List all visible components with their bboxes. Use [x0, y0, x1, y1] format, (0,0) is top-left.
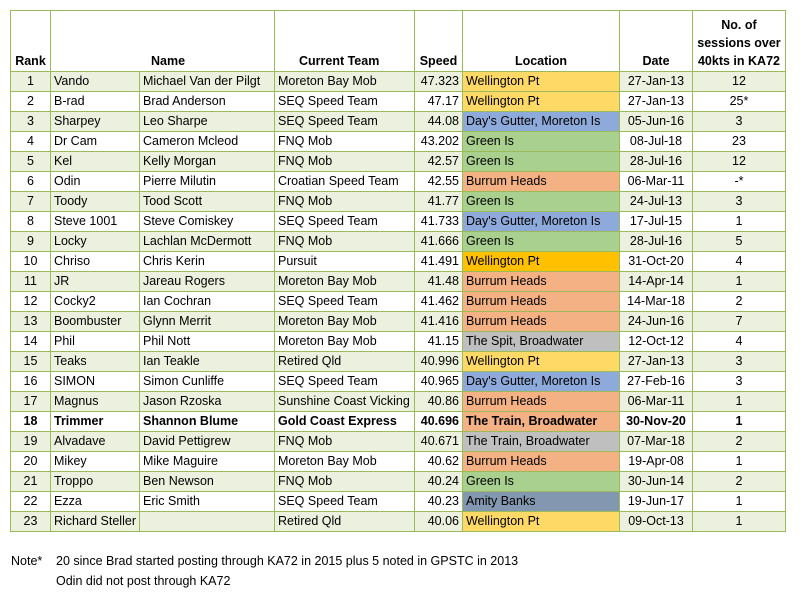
table-row: [11, 512, 786, 532]
cell-location: Green Is: [462, 192, 619, 212]
cell-nickname: Mikey: [51, 452, 140, 472]
cell-speed: 41.666: [414, 232, 462, 252]
cell-rank: 11: [11, 272, 51, 292]
cell-nickname: Troppo: [51, 472, 140, 492]
cell-team: FNQ Mob: [274, 192, 414, 212]
cell-sessions: 3: [692, 352, 785, 372]
cell-date: 17-Jul-15: [619, 212, 692, 232]
cell-rank: 17: [11, 392, 51, 412]
cell-rank: 10: [11, 252, 51, 272]
cell-speed: 44.08: [414, 112, 462, 132]
cell-name: Steve Comiskey: [139, 212, 274, 232]
cell-speed: 41.491: [414, 252, 462, 272]
cell-date: 31-Oct-20: [619, 252, 692, 272]
cell-name: Lachlan McDermott: [139, 232, 274, 252]
cell-team: SEQ Speed Team: [274, 492, 414, 512]
cell-speed: 41.77: [414, 192, 462, 212]
cell-team: Moreton Bay Mob: [274, 332, 414, 352]
cell-sessions: 2: [692, 432, 785, 452]
cell-rank: 21: [11, 472, 51, 492]
cell-date: 06-Mar-11: [619, 172, 692, 192]
cell-sessions: 1: [692, 452, 785, 472]
cell-rank: 4: [11, 132, 51, 152]
cell-speed: 40.696: [414, 412, 462, 432]
cell-speed: 41.48: [414, 272, 462, 292]
cell-name: Kelly Morgan: [139, 152, 274, 172]
cell-sessions: 2: [692, 472, 785, 492]
cell-team: FNQ Mob: [274, 232, 414, 252]
cell-location: Day's Gutter, Moreton Is: [462, 112, 619, 132]
cell-name: Brad Anderson: [139, 92, 274, 112]
cell-speed: 40.965: [414, 372, 462, 392]
cell-speed: 41.462: [414, 292, 462, 312]
cell-nickname: Ezza: [51, 492, 140, 512]
cell-speed: 40.996: [414, 352, 462, 372]
cell-nickname: B-rad: [51, 92, 140, 112]
cell-name: David Pettigrew: [139, 432, 274, 452]
cell-rank: 13: [11, 312, 51, 332]
cell-sessions: 2: [692, 292, 785, 312]
cell-team: Moreton Bay Mob: [274, 272, 414, 292]
cell-team: Retired Qld: [274, 352, 414, 372]
cell-name: Mike Maguire: [139, 452, 274, 472]
table-row: [11, 192, 786, 212]
cell-nickname: Toody: [51, 192, 140, 212]
cell-nickname: Boombuster: [51, 312, 140, 332]
cell-name: Eric Smith: [139, 492, 274, 512]
cell-location: Wellington Pt: [462, 252, 619, 272]
table-row: [11, 392, 786, 412]
cell-name: Ben Newson: [139, 472, 274, 492]
cell-nickname: Trimmer: [51, 412, 140, 432]
cell-team: Moreton Bay Mob: [274, 72, 414, 92]
cell-rank: 6: [11, 172, 51, 192]
cell-team: SEQ Speed Team: [274, 92, 414, 112]
cell-name: Simon Cunliffe: [139, 372, 274, 392]
cell-sessions: 4: [692, 252, 785, 272]
cell-rank: 18: [11, 412, 51, 432]
cell-sessions: 1: [692, 412, 785, 432]
cell-speed: 40.06: [414, 512, 462, 532]
table-row: [11, 232, 786, 252]
cell-date: 06-Mar-11: [619, 392, 692, 412]
table-row: [11, 412, 786, 432]
cell-team: SEQ Speed Team: [274, 112, 414, 132]
cell-sessions: 12: [692, 152, 785, 172]
cell-location: The Train, Broadwater: [462, 412, 619, 432]
cell-sessions: 23: [692, 132, 785, 152]
cell-sessions: 1: [692, 492, 785, 512]
cell-date: 08-Jul-18: [619, 132, 692, 152]
table-row: [11, 132, 786, 152]
table-row: [11, 292, 786, 312]
cell-nickname: Magnus: [51, 392, 140, 412]
cell-name: Chris Kerin: [139, 252, 274, 272]
table-row: [11, 252, 786, 272]
cell-team: SEQ Speed Team: [274, 292, 414, 312]
cell-team: Gold Coast Express: [274, 412, 414, 432]
cell-location: Wellington Pt: [462, 72, 619, 92]
cell-team: FNQ Mob: [274, 152, 414, 172]
cell-team: Moreton Bay Mob: [274, 312, 414, 332]
cell-speed: 41.416: [414, 312, 462, 332]
cell-sessions: 25*: [692, 92, 785, 112]
header-date: Date: [619, 11, 692, 72]
cell-team: Moreton Bay Mob: [274, 452, 414, 472]
cell-location: Day's Gutter, Moreton Is: [462, 212, 619, 232]
table-row: [11, 332, 786, 352]
header-rank: Rank: [11, 11, 51, 72]
cell-date: 12-Oct-12: [619, 332, 692, 352]
cell-date: 09-Oct-13: [619, 512, 692, 532]
cell-name: Phil Nott: [139, 332, 274, 352]
cell-rank: 3: [11, 112, 51, 132]
cell-location: Green Is: [462, 472, 619, 492]
cell-nickname: Chriso: [51, 252, 140, 272]
cell-speed: 47.323: [414, 72, 462, 92]
speed-rankings-table: [10, 10, 786, 532]
cell-location: Day's Gutter, Moreton Is: [462, 372, 619, 392]
table-row: [11, 352, 786, 372]
cell-sessions: 7: [692, 312, 785, 332]
cell-sessions: 4: [692, 332, 785, 352]
table-row: [11, 72, 786, 92]
cell-rank: 14: [11, 332, 51, 352]
cell-date: 28-Jul-16: [619, 152, 692, 172]
cell-rank: 23: [11, 512, 51, 532]
cell-date: 30-Nov-20: [619, 412, 692, 432]
header-location: Location: [462, 11, 619, 72]
cell-rank: 2: [11, 92, 51, 112]
cell-location: Green Is: [462, 132, 619, 152]
cell-team: Pursuit: [274, 252, 414, 272]
cell-rank: 15: [11, 352, 51, 372]
cell-speed: 40.671: [414, 432, 462, 452]
cell-sessions: 1: [692, 392, 785, 412]
cell-team: FNQ Mob: [274, 132, 414, 152]
header-sessions: No. of sessions over 40kts in KA72: [692, 11, 785, 72]
cell-team: FNQ Mob: [274, 432, 414, 452]
cell-speed: 42.55: [414, 172, 462, 192]
cell-speed: 41.15: [414, 332, 462, 352]
cell-name: Ian Teakle: [139, 352, 274, 372]
cell-team: SEQ Speed Team: [274, 212, 414, 232]
table-row: [11, 212, 786, 232]
cell-nickname: Richard Steller: [51, 512, 140, 532]
cell-name: Michael Van der Pilgt: [139, 72, 274, 92]
table-row: [11, 312, 786, 332]
cell-rank: 1: [11, 72, 51, 92]
footnote-line-1: [11, 551, 518, 571]
cell-date: 27-Jan-13: [619, 352, 692, 372]
cell-sessions: -*: [692, 172, 785, 192]
cell-speed: 47.17: [414, 92, 462, 112]
cell-location: Green Is: [462, 152, 619, 172]
cell-sessions: 1: [692, 212, 785, 232]
cell-nickname: Teaks: [51, 352, 140, 372]
cell-nickname: Odin: [51, 172, 140, 192]
cell-sessions: 3: [692, 372, 785, 392]
cell-sessions: 3: [692, 112, 785, 132]
cell-date: 24-Jun-16: [619, 312, 692, 332]
cell-date: 19-Jun-17: [619, 492, 692, 512]
cell-speed: 40.86: [414, 392, 462, 412]
cell-sessions: 5: [692, 232, 785, 252]
cell-location: Burrum Heads: [462, 312, 619, 332]
cell-sessions: 1: [692, 512, 785, 532]
cell-name: Tood Scott: [139, 192, 274, 212]
cell-name: [139, 512, 274, 532]
cell-location: Wellington Pt: [462, 92, 619, 112]
cell-sessions: 1: [692, 272, 785, 292]
cell-nickname: Vando: [51, 72, 140, 92]
cell-rank: 8: [11, 212, 51, 232]
cell-team: Sunshine Coast Vicking: [274, 392, 414, 412]
cell-nickname: Dr Cam: [51, 132, 140, 152]
cell-team: FNQ Mob: [274, 472, 414, 492]
cell-date: 24-Jul-13: [619, 192, 692, 212]
cell-nickname: Steve 1001: [51, 212, 140, 232]
cell-name: Ian Cochran: [139, 292, 274, 312]
table-row: [11, 372, 786, 392]
cell-speed: 40.23: [414, 492, 462, 512]
cell-nickname: Sharpey: [51, 112, 140, 132]
cell-nickname: Cocky2: [51, 292, 140, 312]
cell-team: Retired Qld: [274, 512, 414, 532]
cell-date: 05-Jun-16: [619, 112, 692, 132]
header-name: Name: [51, 11, 275, 72]
table-row: [11, 152, 786, 172]
cell-name: Cameron Mcleod: [139, 132, 274, 152]
table-body: [11, 72, 786, 532]
cell-name: Jareau Rogers: [139, 272, 274, 292]
cell-name: Jason Rzoska: [139, 392, 274, 412]
cell-location: The Train, Broadwater: [462, 432, 619, 452]
cell-location: Amity Banks: [462, 492, 619, 512]
cell-nickname: Locky: [51, 232, 140, 252]
cell-name: Pierre Milutin: [139, 172, 274, 192]
cell-speed: 42.57: [414, 152, 462, 172]
cell-name: Leo Sharpe: [139, 112, 274, 132]
cell-rank: 7: [11, 192, 51, 212]
footnote-line-2: Odin did not post through KA72: [56, 574, 231, 588]
cell-sessions: 3: [692, 192, 785, 212]
cell-speed: 40.62: [414, 452, 462, 472]
table-row: [11, 472, 786, 492]
cell-location: The Spit, Broadwater: [462, 332, 619, 352]
cell-team: Croatian Speed Team: [274, 172, 414, 192]
cell-rank: 19: [11, 432, 51, 452]
cell-location: Wellington Pt: [462, 512, 619, 532]
footnote-label: Note*: [11, 554, 43, 568]
table-row: [11, 432, 786, 452]
cell-location: Green Is: [462, 232, 619, 252]
cell-rank: 9: [11, 232, 51, 252]
cell-date: 14-Apr-14: [619, 272, 692, 292]
cell-speed: 40.24: [414, 472, 462, 492]
table-row: [11, 172, 786, 192]
cell-speed: 43.202: [414, 132, 462, 152]
cell-rank: 22: [11, 492, 51, 512]
table-row: [11, 92, 786, 112]
cell-date: 27-Jan-13: [619, 72, 692, 92]
cell-location: Burrum Heads: [462, 272, 619, 292]
table-row: [11, 492, 786, 512]
cell-date: 28-Jul-16: [619, 232, 692, 252]
cell-nickname: Alvadave: [51, 432, 140, 452]
cell-name: Shannon Blume: [139, 412, 274, 432]
header-row: [11, 11, 786, 72]
cell-nickname: Kel: [51, 152, 140, 172]
header-team: Current Team: [274, 11, 414, 72]
cell-date: 30-Jun-14: [619, 472, 692, 492]
cell-sessions: 12: [692, 72, 785, 92]
cell-location: Wellington Pt: [462, 352, 619, 372]
cell-rank: 5: [11, 152, 51, 172]
cell-nickname: SIMON: [51, 372, 140, 392]
table-row: [11, 452, 786, 472]
footnote: [11, 551, 518, 591]
header-speed: Speed: [414, 11, 462, 72]
cell-location: Burrum Heads: [462, 172, 619, 192]
cell-location: Burrum Heads: [462, 292, 619, 312]
cell-name: Glynn Merrit: [139, 312, 274, 332]
cell-date: 19-Apr-08: [619, 452, 692, 472]
cell-speed: 41.733: [414, 212, 462, 232]
cell-nickname: JR: [51, 272, 140, 292]
table-row: [11, 272, 786, 292]
cell-rank: 16: [11, 372, 51, 392]
footnote-text-1: 20 since Brad started posting through KA72 in 2015 plus 5 noted in GPSTC in 2013: [56, 554, 519, 568]
cell-date: 27-Feb-16: [619, 372, 692, 392]
cell-date: 14-Mar-18: [619, 292, 692, 312]
cell-team: SEQ Speed Team: [274, 372, 414, 392]
cell-location: Burrum Heads: [462, 392, 619, 412]
cell-nickname: Phil: [51, 332, 140, 352]
cell-location: Burrum Heads: [462, 452, 619, 472]
cell-date: 27-Jan-13: [619, 92, 692, 112]
cell-rank: 12: [11, 292, 51, 312]
cell-rank: 20: [11, 452, 51, 472]
cell-date: 07-Mar-18: [619, 432, 692, 452]
table-row: [11, 112, 786, 132]
